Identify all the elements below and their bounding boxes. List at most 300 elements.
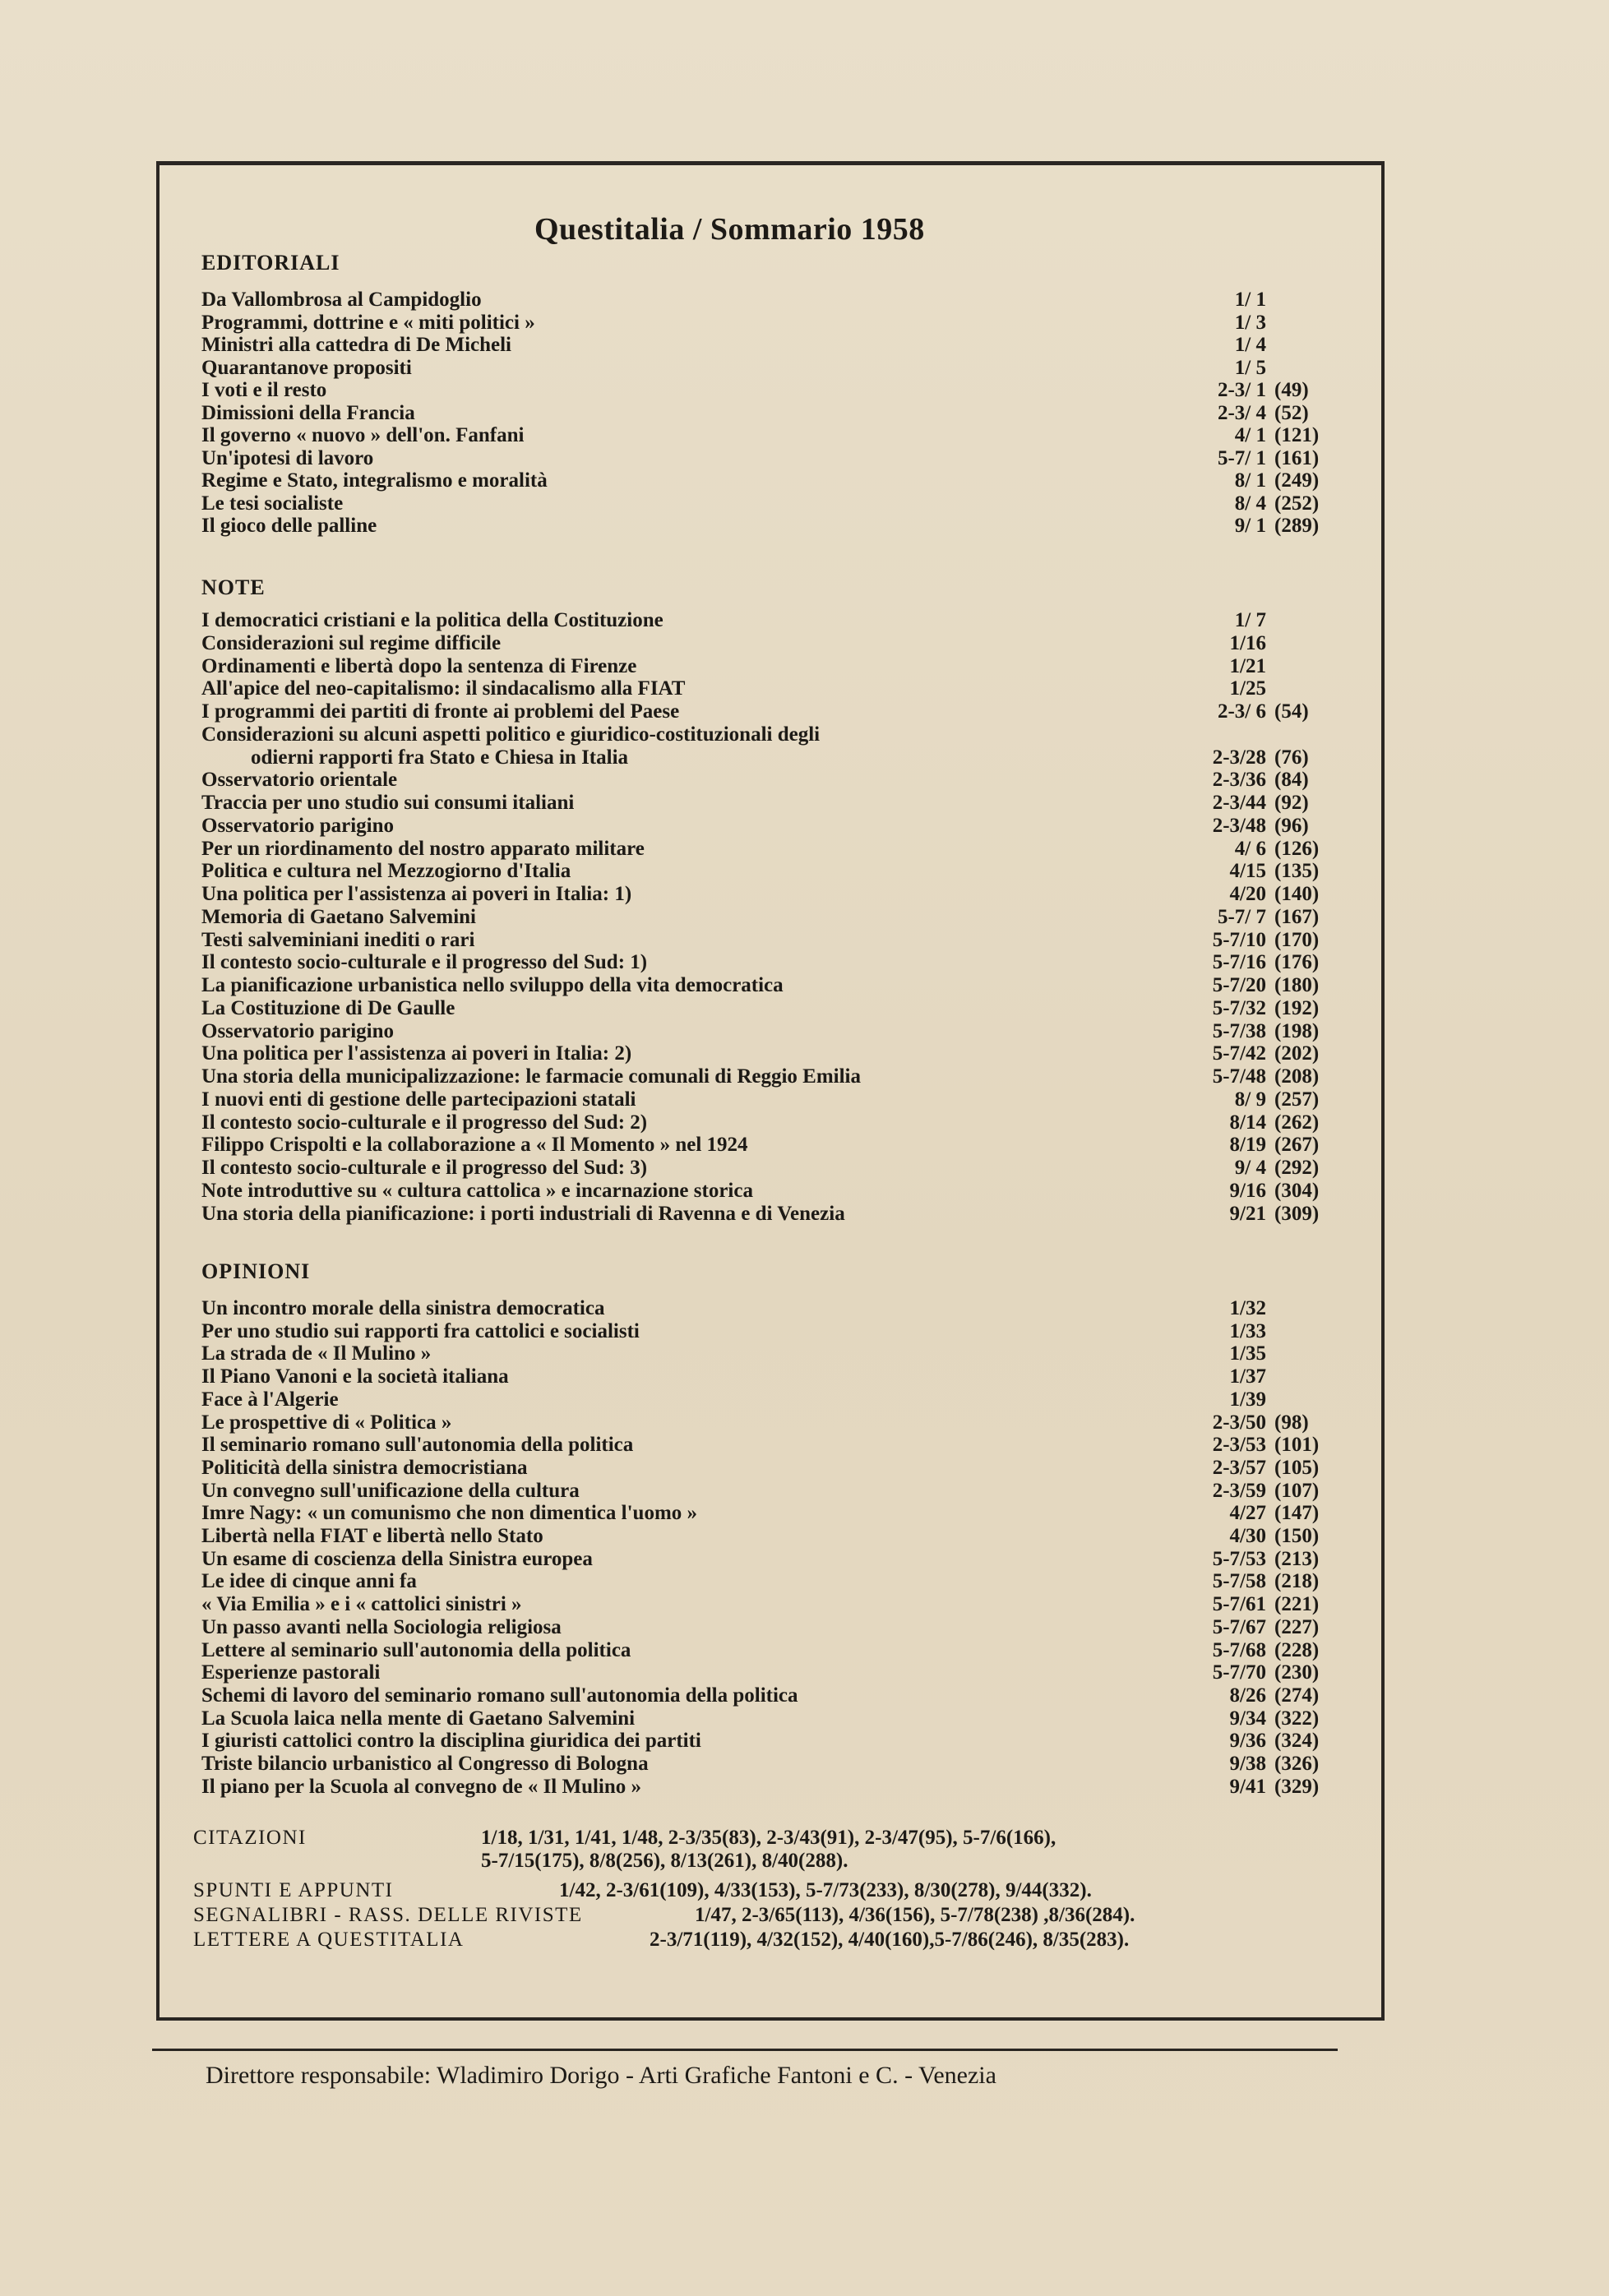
toc-entry-cumulative-page: (249)	[1274, 469, 1320, 492]
toc-entry-reference	[1192, 1480, 1431, 1503]
toc-entry-issue-page: 5-7/ 7	[1217, 905, 1266, 928]
toc-entry-cumulative-page: (147)	[1274, 1502, 1320, 1525]
toc-entry-issue-page: 1/25	[1229, 677, 1266, 700]
toc-entry	[201, 906, 1336, 929]
toc-entry-title: I giuristi cattolici contro la disciplina giuridica dei partiti	[201, 1730, 701, 1753]
toc-entry-cumulative-page: (126)	[1274, 837, 1320, 860]
toc-entry-issue-page: 2-3/53	[1212, 1434, 1266, 1457]
toc-entry	[201, 997, 1336, 1020]
toc-entry-title: Da Vallombrosa al Campidoglio	[201, 289, 482, 311]
toc-entry-reference	[1192, 357, 1431, 380]
toc-entry-cumulative-page: (292)	[1274, 1157, 1320, 1179]
toc-entry-issue-page: 4/27	[1229, 1502, 1266, 1525]
toc-entry-reference	[1192, 906, 1431, 929]
page-title: Questitalia / Sommario 1958	[534, 212, 925, 247]
toc-entry-reference	[1192, 1134, 1431, 1157]
segnalibri-value: 1/47, 2-3/65(113), 4/36(156), 5-7/78(238) ,8/36(284).	[695, 1904, 1135, 1926]
toc-entry-title: Per uno studio sui rapporti fra cattolici e socialisti	[201, 1319, 640, 1342]
toc-entry-title: I democratici cristiani e la politica della Costituzione	[201, 609, 663, 631]
toc-entry-reference	[1192, 1157, 1431, 1180]
citazioni-line-1: 1/18, 1/31, 1/41, 1/48, 2-3/35(83), 2-3/43(91), 2-3/47(95), 5-7/6(166),	[481, 1827, 1056, 1849]
toc-entry-issue-page: 2-3/59	[1212, 1479, 1266, 1502]
toc-entry-reference	[1192, 655, 1431, 678]
toc-entry-title: Il gioco delle palline	[201, 515, 377, 537]
toc-entry-cumulative-page: (192)	[1274, 996, 1320, 1019]
toc-entry-title: Ordinamenti e libertà dopo la sentenza di Firenze	[201, 654, 637, 677]
toc-entry-reference	[1192, 1661, 1431, 1684]
toc-entry-issue-page: 2-3/50	[1212, 1411, 1266, 1434]
toc-entry	[201, 515, 1336, 538]
toc-entry-reference	[1192, 1411, 1431, 1434]
toc-entry-issue-page: 4/ 6	[1234, 837, 1266, 860]
toc-entry-title: Osservatorio parigino	[201, 814, 395, 837]
toc-entry	[201, 1616, 1336, 1639]
toc-entry-issue-page: 9/ 1	[1234, 515, 1266, 537]
toc-entry-title: Il contesto socio-culturale e il progresso del Sud: 2)	[201, 1111, 648, 1134]
toc-entry-cumulative-page: (289)	[1274, 515, 1320, 537]
toc-entry	[201, 1180, 1336, 1203]
toc-entry	[201, 883, 1336, 906]
section-heading-opinioni: OPINIONI	[201, 1259, 311, 1283]
toc-entry-issue-page: 8/ 4	[1234, 492, 1266, 515]
toc-entry-reference	[1192, 1525, 1431, 1548]
toc-entry-title: La Scuola laica nella mente di Gaetano Salvemini	[201, 1707, 636, 1730]
toc-entry-reference	[1192, 1684, 1431, 1707]
toc-entry-reference	[1192, 1616, 1431, 1639]
toc-entry-issue-page: 2-3/ 4	[1217, 401, 1266, 424]
toc-entry	[201, 1639, 1336, 1662]
toc-entry	[201, 312, 1336, 335]
section-heading-editoriali: EDITORIALI	[201, 251, 340, 275]
spunti-label: SPUNTI E APPUNTI	[193, 1879, 394, 1901]
toc-entry	[201, 677, 1336, 700]
toc-entry-title: I programmi dei partiti di fronte ai problemi del Paese	[201, 700, 680, 723]
lettere-label: LETTERE A QUESTITALIA	[193, 1929, 465, 1951]
toc-entry-reference	[1192, 1776, 1431, 1799]
toc-entry	[201, 1157, 1336, 1180]
toc-entry-issue-page: 5-7/70	[1212, 1661, 1266, 1684]
toc-entry	[201, 723, 1336, 746]
toc-entry-title: Un'ipotesi di lavoro	[201, 446, 374, 469]
toc-entry-issue-page: 5-7/20	[1212, 974, 1266, 996]
toc-entry-issue-page: 4/30	[1229, 1525, 1266, 1547]
section-heading-note: NOTE	[201, 575, 266, 599]
toc-entry-title: Le idee di cinque anni fa	[201, 1570, 417, 1593]
toc-entry-cumulative-page: (49)	[1274, 379, 1309, 401]
toc-entry-title: Libertà nella FIAT e libertà nello Stato	[201, 1525, 543, 1547]
toc-entry-reference	[1192, 769, 1431, 792]
toc-entry-issue-page: 9/16	[1229, 1179, 1266, 1202]
toc-entry-reference	[1192, 974, 1431, 997]
toc-entry	[201, 1753, 1336, 1776]
toc-entry-reference	[1192, 1111, 1431, 1134]
toc-entry-cumulative-page: (76)	[1274, 746, 1309, 769]
toc-entry	[201, 492, 1336, 515]
toc-entry-cumulative-page: (98)	[1274, 1411, 1309, 1434]
toc-entry-title: Dimissioni della Francia	[201, 401, 415, 424]
toc-entry-reference	[1192, 515, 1431, 538]
toc-entry-cumulative-page: (107)	[1274, 1479, 1320, 1502]
toc-entry	[201, 1134, 1336, 1157]
toc-entry-issue-page: 2-3/28	[1212, 746, 1266, 769]
toc-entry-cumulative-page: (180)	[1274, 974, 1320, 996]
toc-entry-title: Una politica per l'assistenza ai poveri in Italia: 1)	[201, 883, 632, 905]
toc-entry	[201, 655, 1336, 678]
toc-entry	[201, 838, 1336, 861]
toc-entry-title: Il piano per la Scuola al convegno de « Il Mulino »	[201, 1775, 642, 1798]
toc-entry-issue-page: 5-7/48	[1212, 1065, 1266, 1088]
toc-entry-issue-page: 9/41	[1229, 1775, 1266, 1798]
toc-entry-title: Filippo Crispolti e la collaborazione a « Il Momento » nel 1924	[201, 1134, 748, 1157]
toc-entry-reference	[1192, 746, 1431, 769]
toc-entry-title: Un esame di coscienza della Sinistra europea	[201, 1547, 593, 1570]
toc-entry-title: Un incontro morale della sinistra democratica	[201, 1297, 605, 1319]
toc-entry-title: Esperienze pastorali	[201, 1661, 381, 1684]
toc-entry	[201, 1065, 1336, 1088]
toc-entry-reference	[1192, 334, 1431, 357]
toc-entry-reference	[1192, 860, 1431, 883]
toc-entry-title: Una politica per l'assistenza ai poveri in Italia: 2)	[201, 1042, 632, 1065]
toc-entry-cumulative-page: (208)	[1274, 1065, 1320, 1088]
toc-entry-issue-page: 2-3/44	[1212, 792, 1266, 814]
toc-entry-issue-page: 1/ 5	[1234, 356, 1266, 379]
toc-entry	[201, 860, 1336, 883]
toc-entry-reference	[1192, 632, 1431, 655]
toc-entry-reference	[1192, 997, 1431, 1020]
toc-entry-cumulative-page: (218)	[1274, 1570, 1320, 1593]
toc-entry-cumulative-page: (135)	[1274, 860, 1320, 883]
toc-entry	[201, 402, 1336, 425]
toc-entry	[201, 632, 1336, 655]
toc-entry-reference	[1192, 1342, 1431, 1365]
toc-entry-title: Osservatorio parigino	[201, 1019, 395, 1042]
toc-entry-issue-page: 5-7/67	[1212, 1615, 1266, 1638]
toc-entry-reference	[1192, 447, 1431, 470]
toc-entry-title: Testi salveminiani inediti o rari	[201, 928, 475, 951]
toc-entry-issue-page: 5-7/58	[1212, 1570, 1266, 1593]
toc-entry-title: Il seminario romano sull'autonomia della politica	[201, 1434, 634, 1457]
toc-entry-cumulative-page: (170)	[1274, 928, 1320, 951]
toc-entry-issue-page: 1/37	[1229, 1365, 1266, 1388]
toc-entry-issue-page: 2-3/ 1	[1217, 379, 1266, 401]
toc-entry	[201, 1020, 1336, 1043]
toc-entry-title: La pianificazione urbanistica nello sviluppo della vita democratica	[201, 974, 784, 996]
toc-entry	[201, 1548, 1336, 1571]
toc-entry-reference	[1192, 1297, 1431, 1320]
spunti-block	[193, 1879, 1361, 1904]
toc-entry-issue-page: 8/19	[1229, 1134, 1266, 1157]
toc-entry-title: « Via Emilia » e i « cattolici sinistri »	[201, 1593, 522, 1616]
toc-entry-reference	[1192, 1203, 1431, 1226]
toc-entry-cumulative-page: (267)	[1274, 1134, 1320, 1157]
toc-entry-reference	[1192, 1065, 1431, 1088]
toc-entry-issue-page: 2-3/ 6	[1217, 700, 1266, 723]
toc-entry-cumulative-page: (105)	[1274, 1456, 1320, 1479]
toc-entry	[201, 1776, 1336, 1799]
toc-entry	[201, 289, 1336, 312]
toc-entry-reference	[1192, 1730, 1431, 1753]
toc-entry-title: I nuovi enti di gestione delle partecipazioni statali	[201, 1088, 636, 1111]
toc-entry-cumulative-page: (304)	[1274, 1179, 1320, 1202]
toc-entry-reference	[1192, 1593, 1431, 1616]
toc-entry-title: La Costituzione di De Gaulle	[201, 996, 455, 1019]
toc-entry-issue-page: 4/15	[1229, 860, 1266, 883]
toc-entry-issue-page: 1/ 1	[1234, 289, 1266, 311]
toc-entry-cumulative-page: (252)	[1274, 492, 1320, 515]
lettere-block	[193, 1929, 1361, 1953]
toc-entry-issue-page: 5-7/32	[1212, 996, 1266, 1019]
toc-entry-title: Le tesi socialiste	[201, 492, 344, 515]
toc-entry	[201, 1457, 1336, 1480]
toc-entry-reference	[1192, 1388, 1431, 1411]
toc-entry-title: Le prospettive di « Politica »	[201, 1411, 452, 1434]
toc-entry-cumulative-page: (329)	[1274, 1775, 1320, 1798]
toc-entry-reference	[1192, 677, 1431, 700]
toc-entry-title: Quarantanove propositi	[201, 356, 412, 379]
toc-entry	[201, 1388, 1336, 1411]
toc-entry-issue-page: 1/35	[1229, 1342, 1266, 1365]
segnalibri-label: SEGNALIBRI - RASS. DELLE RIVISTE	[193, 1904, 583, 1926]
toc-entry-cumulative-page: (221)	[1274, 1593, 1320, 1616]
toc-entry-reference	[1192, 289, 1431, 312]
toc-entry-issue-page: 1/33	[1229, 1319, 1266, 1342]
toc-entry-reference	[1192, 1320, 1431, 1343]
toc-entry-title: Imre Nagy: « un comunismo che non dimentica l'uomo »	[201, 1502, 698, 1525]
toc-entry-cumulative-page: (52)	[1274, 401, 1309, 424]
toc-entry	[201, 1411, 1336, 1434]
toc-entry-title: Programmi, dottrine e « miti politici »	[201, 311, 535, 334]
toc-entry-reference	[1192, 838, 1431, 861]
toc-entry-cumulative-page: (274)	[1274, 1684, 1320, 1707]
toc-entry-issue-page: 9/21	[1229, 1202, 1266, 1225]
toc-entry-issue-page: 5-7/16	[1212, 951, 1266, 974]
toc-entry-cumulative-page: (54)	[1274, 700, 1309, 723]
toc-entry-issue-page: 1/16	[1229, 631, 1266, 654]
toc-entry-issue-page: 2-3/48	[1212, 814, 1266, 837]
toc-entry-issue-page: 5-7/61	[1212, 1593, 1266, 1616]
toc-entry-issue-page: 1/ 3	[1234, 311, 1266, 334]
toc-entry-cumulative-page: (101)	[1274, 1434, 1320, 1457]
footer-divider	[152, 2049, 1338, 2051]
citazioni-label: CITAZIONI	[193, 1827, 307, 1849]
toc-entry-cumulative-page: (322)	[1274, 1707, 1320, 1730]
toc-entry-issue-page: 1/ 4	[1234, 334, 1266, 356]
toc-entry-cumulative-page: (326)	[1274, 1753, 1320, 1775]
toc-entry-issue-page: 9/36	[1229, 1730, 1266, 1753]
toc-entry	[201, 815, 1336, 838]
toc-entry	[201, 700, 1336, 723]
toc-entry-issue-page: 8/ 9	[1234, 1088, 1266, 1111]
toc-entry	[201, 1434, 1336, 1457]
toc-entry-cumulative-page: (202)	[1274, 1042, 1320, 1065]
toc-entry	[201, 1593, 1336, 1616]
toc-entry	[201, 334, 1336, 357]
toc-entry-issue-page: 8/26	[1229, 1684, 1266, 1707]
toc-entry-title: Il governo « nuovo » dell'on. Fanfani	[201, 424, 525, 446]
toc-entry-cumulative-page: (324)	[1274, 1730, 1320, 1753]
toc-entry-reference	[1192, 700, 1431, 723]
toc-entry	[201, 929, 1336, 952]
toc-entry-cumulative-page: (150)	[1274, 1525, 1320, 1547]
citazioni-block	[193, 1827, 1361, 1876]
citazioni-line-2: 5-7/15(175), 8/8(256), 8/13(261), 8/40(288).	[481, 1850, 848, 1872]
toc-entry	[201, 447, 1336, 470]
toc-entry-reference	[1192, 1707, 1431, 1730]
toc-entry	[201, 746, 1336, 769]
toc-entry-issue-page: 2-3/36	[1212, 769, 1266, 792]
toc-entry-cumulative-page: (121)	[1274, 424, 1320, 446]
toc-entry-issue-page: 1/21	[1229, 654, 1266, 677]
toc-entry	[201, 379, 1336, 402]
toc-entry	[201, 609, 1336, 632]
toc-entry-cumulative-page: (230)	[1274, 1661, 1320, 1684]
toc-entry-title: Note introduttive su « cultura cattolica » e incarnazione storica	[201, 1179, 753, 1202]
toc-entry	[201, 1480, 1336, 1503]
toc-entry	[201, 1570, 1336, 1593]
toc-entry-title: Triste bilancio urbanistico al Congresso di Bologna	[201, 1753, 649, 1775]
toc-entry-issue-page: 9/34	[1229, 1707, 1266, 1730]
toc-entry-reference	[1192, 469, 1431, 492]
toc-entry-issue-page: 5-7/10	[1212, 928, 1266, 951]
toc-entry-issue-page: 1/32	[1229, 1297, 1266, 1319]
toc-entry-issue-page: 4/20	[1229, 883, 1266, 905]
toc-entry-reference	[1192, 1434, 1431, 1457]
toc-entry-title: Un convegno sull'unificazione della cultura	[201, 1479, 580, 1502]
toc-entry	[201, 1088, 1336, 1111]
toc-entry	[201, 424, 1336, 447]
toc-entry-title: Ministri alla cattedra di De Micheli	[201, 334, 512, 356]
toc-entry-cumulative-page: (84)	[1274, 769, 1309, 792]
toc-entry-title: Una storia della pianificazione: i porti industriali di Ravenna e di Venezia	[201, 1202, 845, 1225]
toc-entry	[201, 1320, 1336, 1343]
toc-entry	[201, 1525, 1336, 1548]
toc-entry-issue-page: 4/ 1	[1234, 424, 1266, 446]
lettere-value: 2-3/71(119), 4/32(152), 4/40(160),5-7/86(246), 8/35(283).	[650, 1929, 1130, 1951]
toc-entry-cumulative-page: (257)	[1274, 1088, 1320, 1111]
toc-entry-issue-page: 9/ 4	[1234, 1157, 1266, 1179]
toc-entry-issue-page: 8/ 1	[1234, 469, 1266, 492]
toc-entry-title: I voti e il resto	[201, 379, 327, 401]
toc-entry-title: La strada de « Il Mulino »	[201, 1342, 432, 1365]
toc-entry	[201, 1111, 1336, 1134]
toc-entry-issue-page: 9/38	[1229, 1753, 1266, 1775]
toc-entry-reference	[1192, 312, 1431, 335]
toc-entry-reference	[1192, 492, 1431, 515]
toc-entry-title: Il Piano Vanoni e la società italiana	[201, 1365, 509, 1388]
toc-entry-reference	[1192, 951, 1431, 974]
toc-entry-issue-page: 5-7/ 1	[1217, 446, 1266, 469]
toc-entry	[201, 1203, 1336, 1226]
toc-entry-title: Considerazioni su alcuni aspetti politico e giuridico-costituzionali degli	[201, 723, 821, 746]
toc-entry-title: Politica e cultura nel Mezzogiorno d'Italia	[201, 860, 571, 883]
toc-entry-title: Un passo avanti nella Sociologia religiosa	[201, 1615, 562, 1638]
toc-entry-reference	[1192, 1502, 1431, 1525]
toc-entry-title: Regime e Stato, integralismo e moralità	[201, 469, 548, 492]
toc-entry-cumulative-page: (198)	[1274, 1019, 1320, 1042]
toc-entry-reference	[1192, 1639, 1431, 1662]
toc-entry-reference	[1192, 1753, 1431, 1776]
toc-entry-reference	[1192, 1457, 1431, 1480]
spunti-value: 1/42, 2-3/61(109), 4/33(153), 5-7/73(233), 8/30(278), 9/44(332).	[559, 1879, 1092, 1901]
toc-entry-title: Una storia della municipalizzazione: le farmacie comunali di Reggio Emilia	[201, 1065, 862, 1088]
toc-entry	[201, 1042, 1336, 1065]
toc-entry	[201, 1707, 1336, 1730]
toc-entry-cumulative-page: (167)	[1274, 905, 1320, 928]
toc-entry	[201, 792, 1336, 815]
toc-entry-title: Il contesto socio-culturale e il progresso del Sud: 1)	[201, 951, 648, 974]
toc-entry	[201, 1684, 1336, 1707]
toc-entry-title: Politicità della sinistra democristiana	[201, 1456, 528, 1479]
toc-entry-reference	[1192, 883, 1431, 906]
toc-entry-issue-page: 5-7/53	[1212, 1547, 1266, 1570]
toc-entry-issue-page: 8/14	[1229, 1111, 1266, 1134]
toc-entry	[201, 1730, 1336, 1753]
toc-entry-reference	[1192, 1548, 1431, 1571]
toc-entry-reference	[1192, 929, 1431, 952]
toc-entry	[201, 1661, 1336, 1684]
toc-entry-reference	[1192, 402, 1431, 425]
toc-entry-reference	[1192, 424, 1431, 447]
toc-entry-reference	[1192, 815, 1431, 838]
toc-entry-reference	[1192, 1042, 1431, 1065]
toc-entry-cumulative-page: (161)	[1274, 446, 1320, 469]
toc-entry-reference	[1192, 1088, 1431, 1111]
toc-entry-issue-page: 5-7/68	[1212, 1638, 1266, 1661]
toc-entry-title: Considerazioni sul regime difficile	[201, 631, 502, 654]
toc-entry-title: Per un riordinamento del nostro apparato militare	[201, 837, 645, 860]
toc-entry-title: All'apice del neo-capitalismo: il sindacalismo alla FIAT	[201, 677, 686, 700]
toc-entry	[201, 357, 1336, 380]
toc-entry-cumulative-page: (309)	[1274, 1202, 1320, 1225]
toc-entry-reference	[1192, 792, 1431, 815]
toc-entry	[201, 974, 1336, 997]
footer-imprint: Direttore responsabile: Wladimiro Dorigo - Arti Grafiche Fantoni e C. - Venezia	[206, 2062, 996, 2089]
toc-entry-cumulative-page: (213)	[1274, 1547, 1320, 1570]
toc-entry-title: Lettere al seminario sull'autonomia della politica	[201, 1638, 631, 1661]
toc-entry	[201, 1297, 1336, 1320]
toc-entry-reference	[1192, 379, 1431, 402]
segnalibri-block	[193, 1904, 1361, 1929]
toc-entry-title: Memoria di Gaetano Salvemini	[201, 905, 476, 928]
toc-entry-issue-page: 5-7/38	[1212, 1019, 1266, 1042]
toc-entry-cumulative-page: (228)	[1274, 1638, 1320, 1661]
toc-entry-cumulative-page: (92)	[1274, 792, 1309, 814]
toc-entry-title: Osservatorio orientale	[201, 769, 398, 792]
toc-entry-title: Schemi di lavoro del seminario romano sull'autonomia della politica	[201, 1684, 798, 1707]
toc-entry	[201, 769, 1336, 792]
toc-entry-cumulative-page: (262)	[1274, 1111, 1320, 1134]
toc-entry-reference	[1192, 1180, 1431, 1203]
toc-entry-issue-page: 2-3/57	[1212, 1456, 1266, 1479]
toc-entry-issue-page: 5-7/42	[1212, 1042, 1266, 1065]
toc-entry	[201, 1342, 1336, 1365]
toc-entry-reference	[1192, 1365, 1431, 1388]
toc-entry	[201, 1502, 1336, 1525]
toc-entry-cumulative-page: (140)	[1274, 883, 1320, 905]
toc-entry-cumulative-page: (227)	[1274, 1615, 1320, 1638]
toc-entry	[201, 1365, 1336, 1388]
toc-entry-issue-page: 1/ 7	[1234, 609, 1266, 631]
toc-entry-title: Traccia per uno studio sui consumi italiani	[201, 792, 575, 814]
toc-entry-reference	[1192, 609, 1431, 632]
toc-entry-title: Il contesto socio-culturale e il progresso del Sud: 3)	[201, 1157, 648, 1179]
toc-entry	[201, 951, 1336, 974]
toc-entry-cumulative-page: (96)	[1274, 814, 1309, 837]
toc-entry-title: Face à l'Algerie	[201, 1388, 339, 1411]
toc-entry-cumulative-page: (176)	[1274, 951, 1320, 974]
toc-entry-reference	[1192, 1570, 1431, 1593]
toc-entry-reference	[1192, 1020, 1431, 1043]
